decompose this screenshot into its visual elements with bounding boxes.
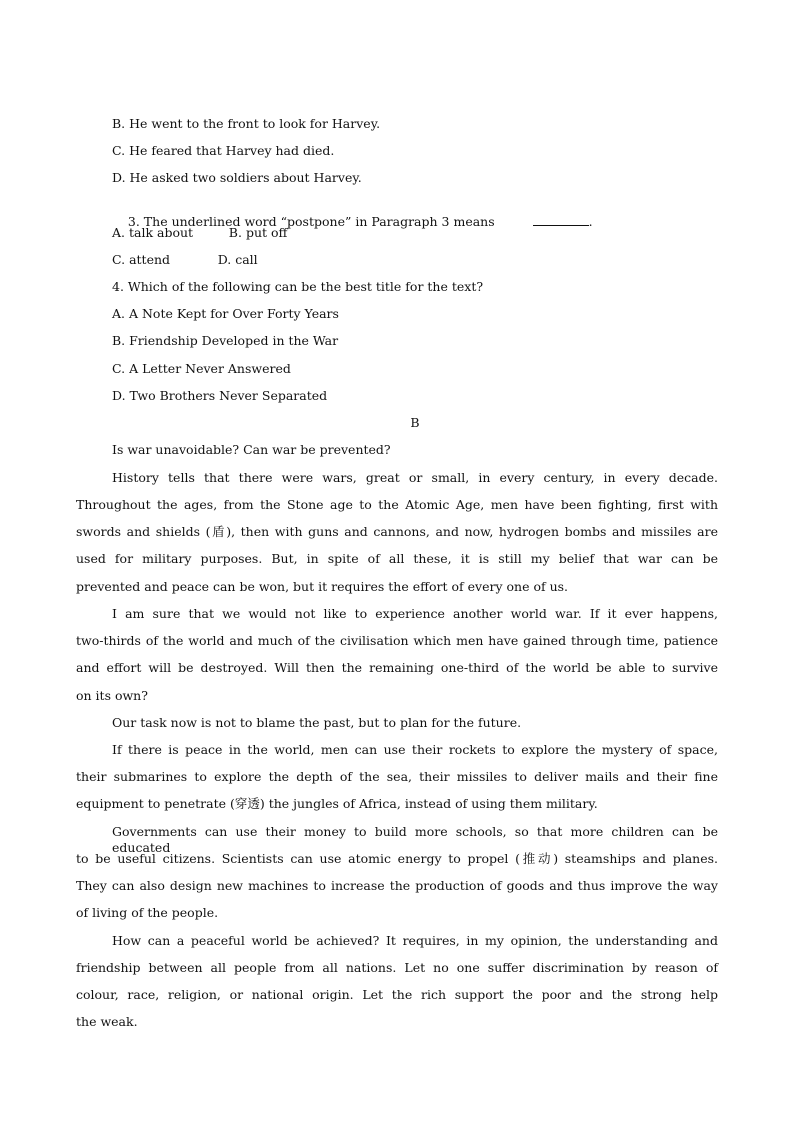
q4-option-d: D. Two Brothers Never Separated [112, 388, 328, 403]
q2-option-d: D. He asked two soldiers about Harvey. [112, 170, 362, 185]
paragraph-6-line: colour, race, religion, or national origin. Let the rich support the poor and the strong help [76, 987, 718, 1002]
paragraph-6-line: How can a peaceful world be achieved? It requires, in my opinion, the understanding and [112, 933, 718, 948]
paragraph-5-line: They can also design new machines to increase the production of goods and thus improve the way [76, 878, 718, 893]
q4-option-c: C. A Letter Never Answered [112, 361, 291, 376]
paragraph-1-line: Throughout the ages, from the Stone age to the Atomic Age, men have been fighting, first with [76, 497, 718, 512]
paragraph-1-line: History tells that there were wars, great or small, in every century, in every decade. [112, 470, 718, 485]
paragraph-2-line: I am sure that we would not like to experience another world war. If it ever happens, [112, 606, 718, 621]
passage-question-line: Is war unavoidable? Can war be prevented? [112, 442, 391, 457]
paragraph-4-line: their submarines to explore the depth of the sea, their missiles to deliver mails and their fine [76, 769, 718, 784]
paragraph-5-line: Governments can use their money to build more schools, so that more children can be educated [112, 824, 718, 855]
q3-options-cd: C. attend D. call [112, 252, 258, 267]
paragraph-1-line: used for military purposes. But, in spite of all these, it is still my belief that war can be [76, 551, 718, 566]
paragraph-6-line: the weak. [76, 1014, 138, 1029]
paragraph-1-line: swords and shields (盾), then with guns and cannons, and now, hydrogen bombs and missiles are [76, 524, 718, 539]
paragraph-2-line: two-thirds of the world and much of the civilisation which men have gained through time, patience [76, 633, 718, 648]
paragraph-4-line: If there is peace in the world, men can use their rockets to explore the mystery of space, [112, 742, 718, 757]
q4-option-a: A. A Note Kept for Over Forty Years [112, 306, 339, 321]
paragraph-5-line: to be useful citizens. Scientists can use atomic energy to propel (推动) steamships and planes. [76, 851, 718, 866]
paragraph-3-line: Our task now is not to blame the past, but to plan for the future. [112, 715, 522, 730]
paragraph-1-line: prevented and peace can be won, but it requires the effort of every one of us. [76, 579, 569, 594]
q3-stem-tail: . [588, 214, 593, 229]
passage-heading: B [410, 415, 420, 430]
q4-option-b: B. Friendship Developed in the War [112, 333, 339, 348]
paragraph-5-line: of living of the people. [76, 905, 219, 920]
paragraph-4-line: equipment to penetrate (穿透) the jungles of Africa, instead of using them military. [76, 796, 598, 811]
q3-options-ab: A. talk about B. put off [112, 225, 288, 240]
q2-option-b: B. He went to the front to look for Harvey. [112, 116, 381, 131]
q4-stem: 4. Which of the following can be the best title for the text? [112, 279, 484, 294]
q3-stem: 3. The underlined word “postpone” in Paragraph 3 means [127, 214, 495, 229]
q2-option-c: C. He feared that Harvey had died. [112, 143, 335, 158]
answer-blank [533, 213, 589, 226]
paragraph-6-line: friendship between all people from all nations. Let no one suffer discrimination by reason of [76, 960, 718, 975]
paragraph-2-line: on its own? [76, 688, 148, 703]
paragraph-2-line: and effort will be destroyed. Will then the remaining one-third of the world be able to survive [76, 660, 718, 675]
